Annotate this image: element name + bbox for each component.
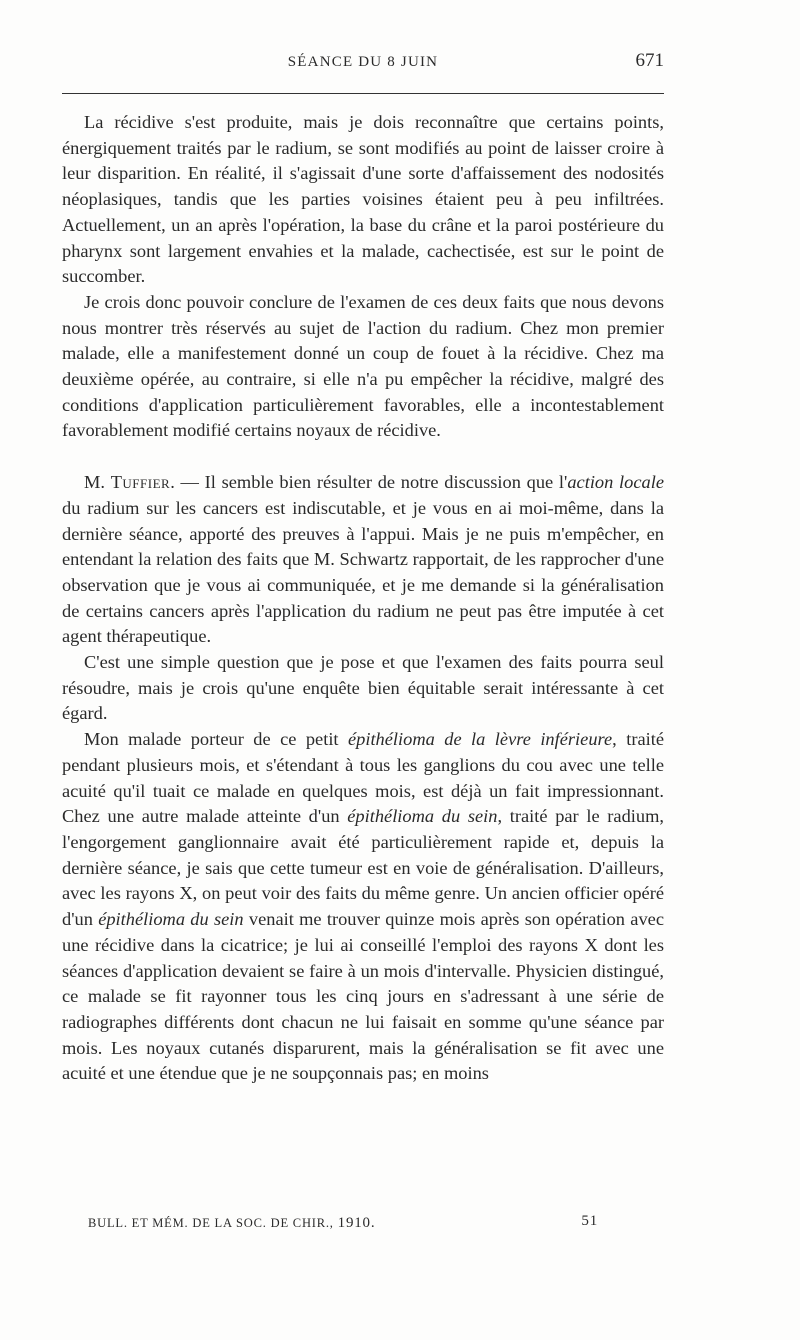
footer	[88, 1213, 598, 1237]
text-run: . — Il semble bien résulter de notre discussion que l'	[170, 472, 568, 493]
text-run: venait me trouver quinze mois après son opération avec une récidive dans la cicatrice; je lui ai conseillé l'emploi des rayons X dont les séances d'application devaient se faire à un mois d'intervalle. Physicien distingué, ce malade se fit rayonner tous les cinq jours en s'adressant à une série de radiographes différents dont chacun ne lui faisait en somme qu'une séance par mois. Les noyaux cutanés disparurent, mais la généralisation se fit avec une acuité et une étendue que je ne soupçonnais pas; en moins	[62, 909, 664, 1084]
paragraph-tuffier-intervention	[62, 470, 664, 650]
speaker-name: Tuffier	[110, 472, 171, 493]
footer-journal	[88, 1215, 375, 1232]
italic-term: épithélioma du sein	[98, 909, 244, 930]
italic-term: épithélioma du sein	[347, 806, 498, 827]
italic-term: épithélioma de la lèvre inférieure	[347, 729, 613, 750]
text-run: Mon malade porteur de ce petit	[84, 729, 348, 750]
body-text	[62, 110, 664, 1087]
paragraph-question: C'est une simple question que je pose et que l'examen des faits pourra seul résoudre, mais je crois qu'une enquête bien équitable serait intéressante à cet égard.	[62, 652, 664, 724]
paragraph-conclusion: Je crois donc pouvoir conclure de l'examen de ces deux faits que nous devons nous montrer très réservés au sujet de l'action du radium. Chez mon premier malade, elle a manifestement donné un coup de fouet à la récidive. Chez ma deuxième opérée, au contraire, si elle n'a pu empêcher la récidive, malgré des conditions d'application particulièrement favorables, elle a incontestablement favorablement modifié certains noyaux de récidive.	[62, 291, 664, 441]
signature-number: 51	[581, 1213, 598, 1229]
speaker-prefix: M.	[84, 472, 111, 493]
paragraph-recidive: La récidive s'est produite, mais je dois reconnaître que certains points, énergiquement traités par le radium, se sont modifiés au point de laisser croire à leur disparition. En réalité, il s'agissait d'une sorte d'affaissement des nodosités néoplasiques, tandis que les parties voisines étaient peu à peu infiltrées. Actuellement, un an après l'opération, la base du crâne et la paroi postérieure du pharynx sont largement envahies et la malade, cachectisée, est sur le point de succomber.	[62, 112, 664, 287]
journal-name: BULL. ET MÉM. DE LA SOC. DE CHIR.,	[88, 1216, 338, 1230]
journal-year: 1910.	[337, 1215, 376, 1231]
running-title: SÉANCE DU 8 JUIN	[287, 54, 439, 70]
page-number: 671	[635, 50, 664, 71]
italic-term: action locale	[567, 472, 664, 493]
text-run: , traité pendant plusieurs mois, et s'étendant à tous les ganglions du cou avec une telle acuité qu'il tuait ce malade en quelques mois, est déjà un fait impressionnant. Chez une autre malade atteinte d'un	[62, 729, 664, 827]
text-run: du radium sur les cancers est indiscutable, et je vous en ai moi-même, dans la dernière séance, apporté des preuves à l'appui. Mais je ne puis m'empêcher, en entendant la relation des faits que M. Schwartz rapportait, de les rapprocher d'une observation que je vous ai communiquée, et je me demande si la généralisation de certains cancers après l'application du radium ne peut pas être imputée à cet agent thérapeutique.	[62, 497, 664, 647]
text-run: , traité par le radium, l'engorgement ganglionnaire avait été particulièrement rapide et, depuis la dernière séance, je sais que cette tumeur est en voie de généralisation. D'ailleurs, avec les rayons X, on peut voir des faits du même genre. Un ancien officier opéré d'un	[62, 806, 664, 930]
header-rule	[62, 93, 664, 94]
running-head	[62, 48, 664, 76]
paragraph-cases	[62, 727, 664, 1087]
